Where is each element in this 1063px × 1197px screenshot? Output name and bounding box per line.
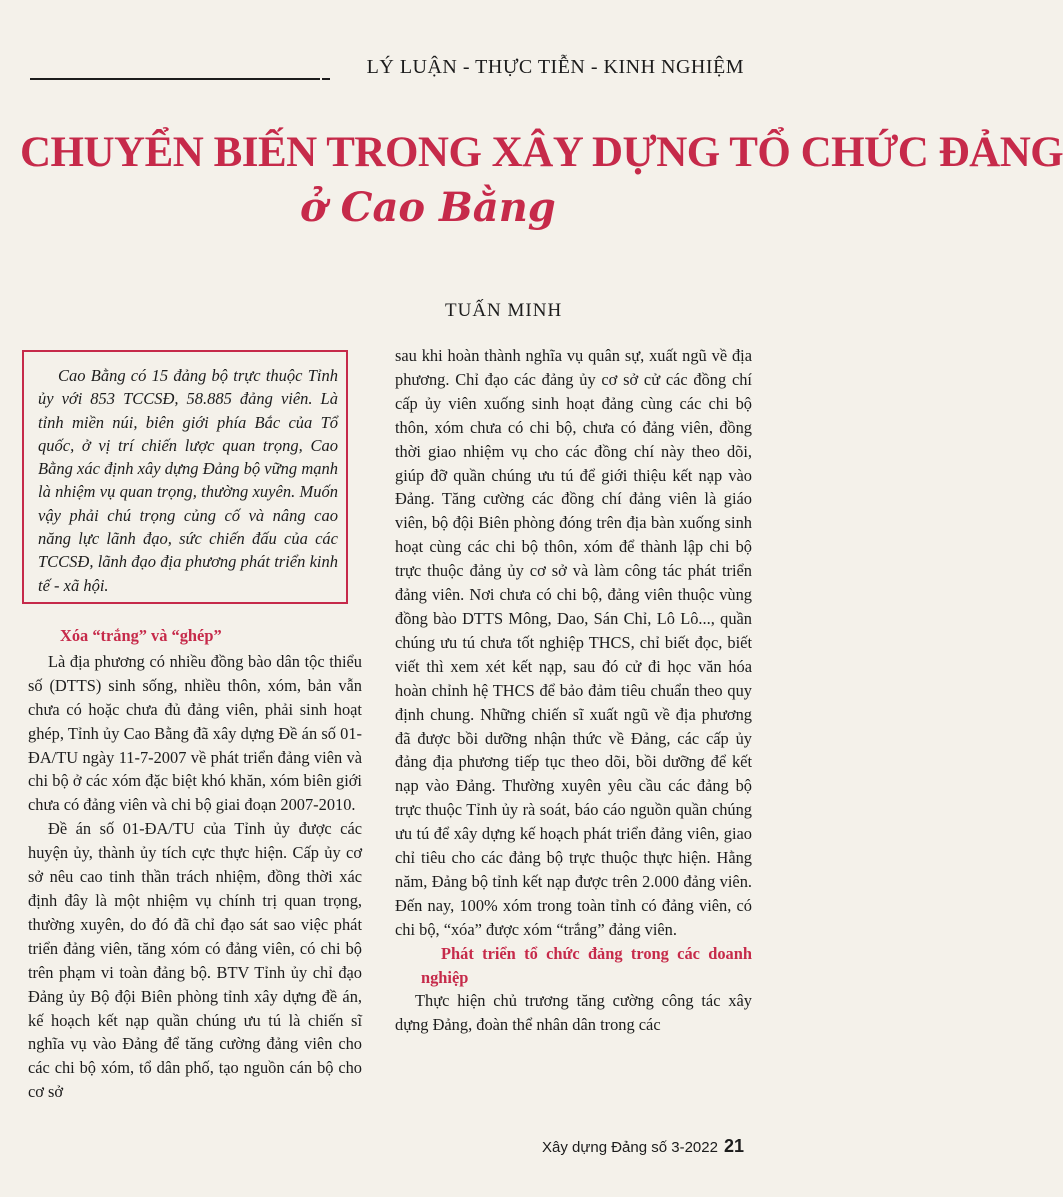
magazine-issue: Xây dựng Đảng số 3-2022 <box>541 1139 718 1156</box>
left-paragraph-1: Là địa phương có nhiều đồng bào dân tộc thiểu số (DTTS) sinh sống, nhiều thôn, xóm, bản vẫn chưa có hoặc chưa đủ đảng viên, phải sinh hoạt ghép, Tỉnh ủy Cao Bằng đã xây dựng Đề án số 01-ĐA/TU ngày 11-7-2007 về phát triển đảng viên và chi bộ ở các xóm đặc biệt khó khăn, xóm biên giới chưa có đảng viên và chi bộ giai đoạn 2007-2010. <box>28 651 362 815</box>
article-title: CHUYỂN BIẾN TRONG XÂY DỰNG TỔ CHỨC ĐẢNG <box>20 129 1063 176</box>
page-number: 21 <box>723 1136 744 1156</box>
sapo-box <box>22 350 348 604</box>
article-title-sub: ở Cao Bằng <box>300 184 556 231</box>
header-rule <box>30 78 320 80</box>
page-footer <box>542 1136 744 1157</box>
left-paragraph-2: Đề án số 01-ĐA/TU của Tỉnh ủy được các huyện ủy, thành ủy tích cực thực hiện. Cấp ủy cơ sở nêu cao tinh thần trách nhiệm, đồng thời xác định đây là một nhiệm vụ chính trị quan trọng, thường xuyên, do đó đã chỉ đạo sát sao việc phát triển đảng viên, tăng xóm có đảng viên, có chi bộ trên phạm vi toàn đảng bộ. BTV Tỉnh ủy chỉ đạo Đảng ủy Bộ đội Biên phòng tỉnh xây dựng đề án, kế hoạch kết nạp quần chúng ưu tú là chiến sĩ nghĩa vụ vào Đảng để tăng cường đảng viên cho các chi bộ xóm, tổ dân phố, tạo nguồn cán bộ cho cơ sở <box>28 819 362 1102</box>
subhead-xoa-trang: Xóa “trắng” và “ghép” <box>60 626 222 645</box>
right-column <box>395 344 752 1037</box>
section-label: LÝ LUẬN - THỰC TIỄN - KINH NGHIỆM <box>366 56 744 78</box>
right-paragraph-1: sau khi hoàn thành nghĩa vụ quân sự, xuất ngũ về địa phương. Chỉ đạo các đảng ủy cơ sở cử các đồng chí cấp ủy viên xuống sinh hoạt đảng cùng các chi bộ thôn, xóm chưa có chi bộ, chưa có đảng viên, đồng thời giao nhiệm vụ cho các đồng chí này theo dõi, giúp đỡ quần chúng ưu tú để giới thiệu kết nạp vào Đảng. Tăng cường các đồng chí đảng viên là giáo viên, bộ đội Biên phòng đóng trên địa bàn xuống sinh hoạt cùng các chi bộ thôn, xóm để thành lập chi bộ trực thuộc đảng ủy cơ sở và làm công tác phát triển đảng viên. Nơi chưa có chi bộ, đảng viên thuộc vùng đồng bào DTTS Mông, Dao, Sán Chỉ, Lô Lô..., quần chúng ưu tú chưa tốt nghiệp THCS, chỉ biết đọc, biết viết thì xem xét kết nạp, sau đó cử đi học văn hóa hoàn chỉnh hệ THCS để bảo đảm tiêu chuẩn theo quy định chung. Những chiến sĩ xuất ngũ về địa phương đã được bồi dưỡng nhận thức về Đảng, các cấp ủy đảng địa phương tiếp tục theo dõi, bồi dưỡng để kết nạp vào Đảng. Thường xuyên yêu cầu các đảng bộ trực thuộc Tỉnh ủy rà soát, báo cáo nguồn quần chúng ưu tú để xây dựng kế hoạch phát triển đảng viên, giao chỉ tiêu cho các đảng bộ trực thuộc thực hiện. Hằng năm, Đảng bộ tỉnh kết nạp được trên 2.000 đảng viên. Đến nay, 100% xóm trong toàn tỉnh có đảng viên, có chi bộ, “xóa” được xóm “trắng” đảng viên. <box>395 346 752 939</box>
header-rule-dash <box>322 78 330 80</box>
subhead-doanh-nghiep: Phát triển tổ chức đảng trong các doanh nghiệp <box>421 943 752 987</box>
sapo-text: Cao Bằng có 15 đảng bộ trực thuộc Tỉnh ủy với 853 TCCSĐ, 58.885 đảng viên. Là tỉnh miền núi, biên giới phía Bắc của Tổ quốc, ở vị trí chiến lược quan trọng, Cao Bằng xác định xây dựng Đảng bộ vững mạnh là nhiệm vụ quan trọng, thường xuyên. Muốn vậy phải chú trọng củng cố và nâng cao năng lực lãnh đạo, sức chiến đấu của các TCCSĐ, lãnh đạo địa phương phát triển kinh tế - xã hội. <box>38 366 338 595</box>
left-column <box>28 624 362 1104</box>
right-paragraph-2: Thực hiện chủ trương tăng cường công tác xây dựng Đảng, đoàn thể nhân dân trong các <box>395 991 752 1035</box>
article-author: TUẤN MINH <box>445 300 563 321</box>
